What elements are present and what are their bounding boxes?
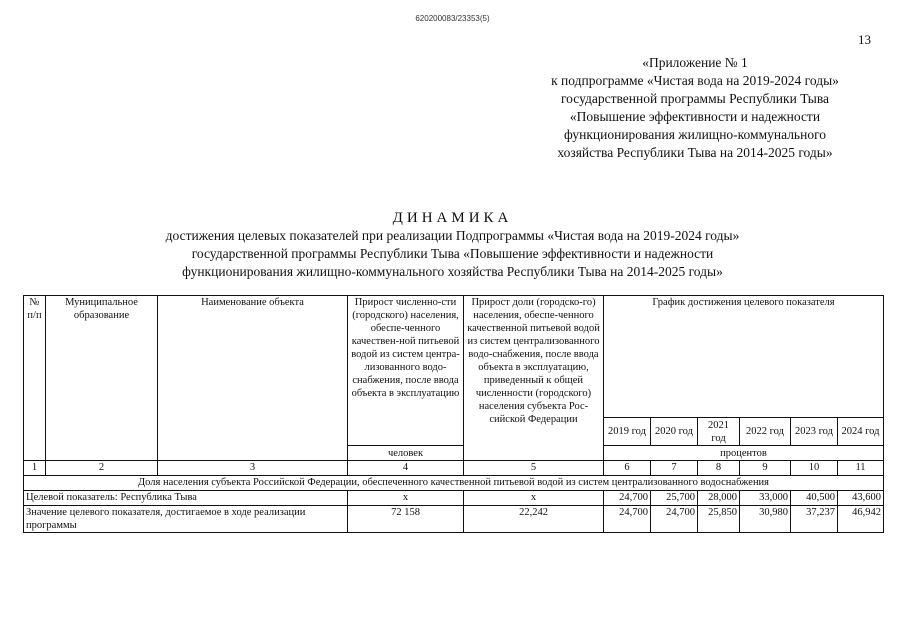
section-title: Доля населения субъекта Российской Федерации, обеспеченного качественной питьевой водой из систем централизованного водоснабжения bbox=[24, 476, 884, 491]
row-label: Целевой показатель: Республика Тыва bbox=[24, 491, 348, 506]
header-year: 2021 год bbox=[698, 418, 740, 446]
column-number: 11 bbox=[838, 461, 884, 476]
appendix-line: «Повышение эффективности и надежности bbox=[569, 109, 821, 124]
cell-value: 24,700 bbox=[604, 491, 651, 506]
appendix-line: функционирования жилищно-коммунального bbox=[563, 127, 827, 142]
header-growth-count: Прирост численно-сти (городского) населения, обеспе-ченного качествен-ной питьевой водой из систем центра-лизованного водо-снабжения, после ввода объекта в эксплуатацию bbox=[348, 296, 464, 446]
header-year: 2020 год bbox=[651, 418, 698, 446]
cell-value: 46,942 bbox=[838, 506, 884, 533]
row-label: Значение целевого показателя, достигаемое в ходе реализации программы bbox=[24, 506, 348, 533]
column-number: 3 bbox=[158, 461, 348, 476]
header-schedule: График достижения целевого показателя bbox=[604, 296, 884, 418]
cell-growth-count: 72 158 bbox=[348, 506, 464, 533]
page-number: 13 bbox=[858, 32, 871, 47]
appendix-line: государственной программы Республики Тыва bbox=[560, 91, 830, 106]
document-heading bbox=[0, 209, 905, 281]
header-num: № п/п bbox=[24, 296, 46, 461]
title-line: функционирования жилищно-коммунального хозяйства Республики Тыва на 2014-2025 годы» bbox=[182, 264, 723, 279]
cell-value: 24,700 bbox=[651, 506, 698, 533]
cell-growth-count: х bbox=[348, 491, 464, 506]
cell-value: 37,237 bbox=[791, 506, 838, 533]
cell-value: 43,600 bbox=[838, 491, 884, 506]
document-stamp: 620200083/23353(5) bbox=[415, 14, 490, 23]
cell-value: 24,700 bbox=[604, 506, 651, 533]
unit-percent: процентов bbox=[604, 446, 884, 461]
header-object: Наименование объекта bbox=[158, 296, 348, 461]
appendix-line: хозяйства Республики Тыва на 2014-2025 годы» bbox=[557, 145, 833, 160]
column-number: 6 bbox=[604, 461, 651, 476]
cell-value: 28,000 bbox=[698, 491, 740, 506]
column-number: 5 bbox=[464, 461, 604, 476]
cell-value: 30,980 bbox=[740, 506, 791, 533]
indicators-table bbox=[23, 295, 884, 533]
table-row bbox=[24, 506, 884, 533]
cell-value: 40,500 bbox=[791, 491, 838, 506]
cell-growth-share: х bbox=[464, 491, 604, 506]
cell-value: 33,000 bbox=[740, 491, 791, 506]
cell-growth-share: 22,242 bbox=[464, 506, 604, 533]
header-year: 2024 год bbox=[838, 418, 884, 446]
header-year: 2023 год bbox=[791, 418, 838, 446]
column-number: 8 bbox=[698, 461, 740, 476]
column-number: 2 bbox=[46, 461, 158, 476]
appendix-note bbox=[520, 54, 870, 162]
appendix-line: к подпрограмме «Чистая вода на 2019-2024 годы» bbox=[551, 73, 839, 88]
column-number: 10 bbox=[791, 461, 838, 476]
column-number: 7 bbox=[651, 461, 698, 476]
unit-people: человек bbox=[348, 446, 464, 461]
appendix-line: «Приложение № 1 bbox=[642, 55, 748, 70]
cell-value: 25,850 bbox=[698, 506, 740, 533]
column-number: 1 bbox=[24, 461, 46, 476]
title-line: достижения целевых показателей при реализации Подпрограммы «Чистая вода на 2019-2024 годы» bbox=[165, 228, 740, 243]
table-row bbox=[24, 491, 884, 506]
header-year: 2019 год bbox=[604, 418, 651, 446]
document-title: ДИНАМИКА bbox=[392, 210, 513, 226]
column-number: 4 bbox=[348, 461, 464, 476]
header-year: 2022 год bbox=[740, 418, 791, 446]
header-municipality: Муниципальное образование bbox=[46, 296, 158, 461]
cell-value: 25,700 bbox=[651, 491, 698, 506]
column-number: 9 bbox=[740, 461, 791, 476]
title-line: государственной программы Республики Тыва «Повышение эффективности и надежности bbox=[191, 246, 714, 261]
header-growth-share: Прирост доли (городско-го) населения, обеспе-ченного качественной питьевой водой из систем централизованного водо-снабжения, после ввода объекта в эксплуатацию, приведенный к общей численности (городского) населения субъекта Рос-сийской Федерации bbox=[464, 296, 604, 461]
